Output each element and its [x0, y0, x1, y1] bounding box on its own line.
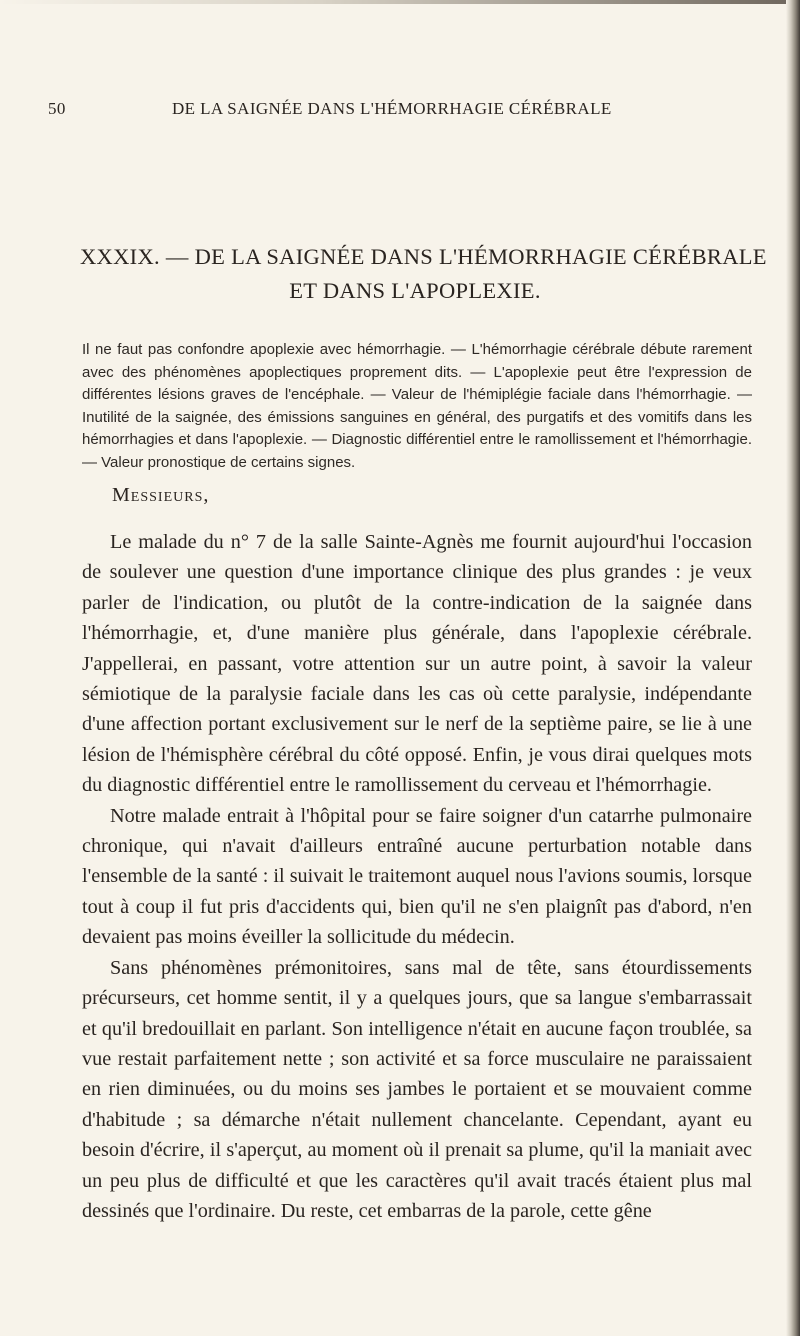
running-head-title: DE LA SAIGNÉE DANS L'HÉMORRHAGIE CÉRÉBRALE — [172, 99, 612, 118]
body-text — [82, 527, 752, 1226]
running-head — [48, 99, 748, 121]
chapter-title-line-2: ET DANS L'APOPLEXIE. — [289, 278, 541, 303]
chapter-title-line-1: XXXIX. — DE LA SAIGNÉE DANS L'HÉMORRHAGIE CÉRÉBRALE — [80, 244, 767, 269]
page-number: 50 — [48, 99, 66, 118]
page-top-shadow — [0, 0, 800, 4]
page-binding-edge — [786, 0, 800, 1336]
chapter-summary: Il ne faut pas confondre apoplexie avec hémorrhagie. — L'hémorrhagie cérébrale débute rarement avec des phénomènes apoplectiques proprement dits. — L'apoplexie peut être l'expression de différentes lésions graves de l'encéphale. — Valeur de l'hémiplégie faciale dans l'hémorrhagie. — Inutilité de la saignée, des émissions sanguines en général, des purgatifs et des vomitifs dans les hémorrhagies et dans l'apoplexie. — Diagnostic différentiel entre le ramollissement et l'hémorrhagie. — Valeur pronostique de certains signes. — [82, 341, 752, 471]
paragraph: Sans phénomènes prémonitoires, sans mal de tête, sans étourdissements précurseurs, cet homme sentit, il y a quelques jours, que sa langue s'embarrassait et qu'il bredouillait en parlant. Son intelligence n'était en aucune façon troublée, sa vue restait parfaitement nette ; son activité et sa force musculaire ne paraissaient en rien diminuées, ou du moins ses jambes le portaient et se mouvaient comme d'habitude ; sa démarche n'était nullement chancelante. Cependant, ayant eu besoin d'écrire, il s'aperçut, au moment où il prenait sa plume, qu'il la maniait avec un peu plus de difficulté et que les caractères qu'il avait tracés étaient plus mal dessinés que l'ordinaire. Du reste, cet embarras de la parole, cette gêne — [82, 956, 752, 1222]
paragraph: Le malade du n° 7 de la salle Sainte-Agnès me fournit aujourd'hui l'occasion de soulever une question d'une importance clinique des plus grandes : je veux parler de l'indication, ou plutôt de la contre-indication de la saignée dans l'hémorrhagie, et, d'une manière plus générale, dans l'apoplexie cérébrale. J'appellerai, en passant, votre attention sur un autre point, à savoir la valeur sémiotique de la paralysie faciale dans les cas où cette paralysie, indépendante d'une affection portant exclusivement sur le nerf de la septième paire, se lie à une lésion de l'hémisphère cérébral du côté opposé. Enfin, je vous dirai quelques mots du diagnostic différentiel entre le ramollissement du cerveau et l'hémorrhagie. — [82, 531, 752, 797]
paragraph: Notre malade entrait à l'hôpital pour se faire soigner d'un catarrhe pulmonaire chronique, qui n'avait d'ailleurs entraîné aucune perturbation notable dans l'ensemble de la santé : il suivait le traitemont auquel nous l'avions soumis, lorsque tout à coup il fut pris d'accidents qui, bien qu'il ne s'en plaignît pas d'abord, n'en devaient pas moins éveiller la sollicitude du médecin. — [82, 804, 752, 949]
salutation: Messieurs, — [112, 484, 210, 506]
chapter-title — [80, 240, 767, 308]
